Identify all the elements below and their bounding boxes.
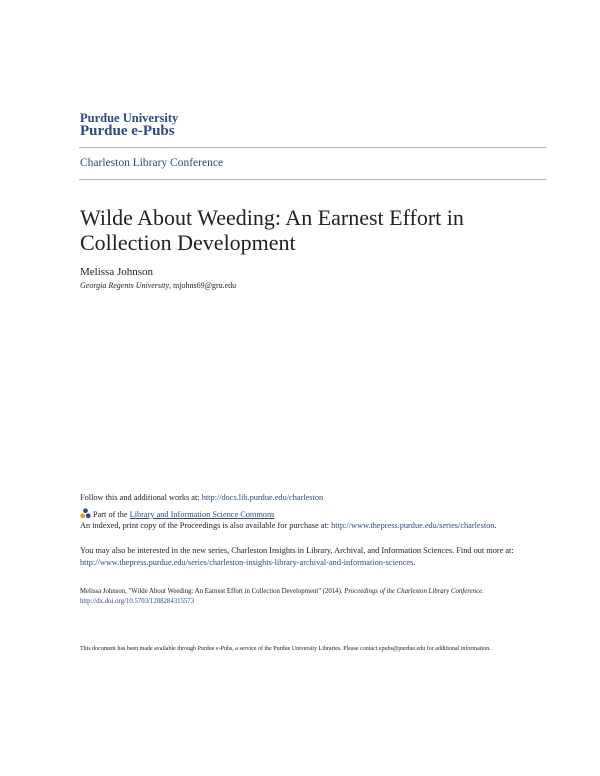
- indexed-end: .: [494, 521, 497, 530]
- author-name: Melissa Johnson: [80, 266, 154, 278]
- proceedings-link[interactable]: http://www.thepress.purdue.edu/series/charleston: [331, 521, 495, 530]
- affiliation-name: Georgia Regents University: [80, 281, 170, 290]
- commons-network-icon: [80, 508, 91, 519]
- follow-line: [80, 492, 520, 504]
- notice-text: This document has been made available through Purdue e-Pubs, a service of the Purdue University Libraries. Please contact epubs@purdue.edu for additional information.: [80, 646, 491, 652]
- follow-text: Follow this and additional works at:: [80, 493, 202, 502]
- citation-block: [80, 587, 520, 607]
- series-link[interactable]: Charleston Library Conference: [80, 157, 224, 169]
- commons-link[interactable]: Library and Information Science Commons: [129, 510, 275, 519]
- also-end: .: [413, 557, 416, 567]
- doi-link[interactable]: http://dx.doi.org/10.5703/1288284315573: [80, 598, 195, 605]
- citation-text: Melissa Johnson, "Wilde About Weeding: An Earnest Effort in Collection Development" (2014).: [80, 588, 345, 595]
- author-email: , mjohns69@gru.edu: [169, 281, 237, 290]
- top-divider: [79, 147, 546, 148]
- paper-title: Wilde About Weeding: An Earnest Effort in Collection Development: [80, 205, 464, 255]
- citation-venue: Proceedings of the Charleston Library Conference.: [344, 588, 484, 595]
- follow-link[interactable]: http://docs.lib.purdue.edu/charleston: [201, 493, 324, 502]
- bottom-divider: [79, 179, 546, 180]
- insights-link[interactable]: http://www.thepress.purdue.edu/series/charleston-insights-library-archival-and-information-sciences: [80, 557, 414, 567]
- also-text: You may also be interested in the new series, Charleston Insights in Library, Archival, and Information Sciences. Find out more at:: [80, 546, 514, 555]
- indexed-text: An indexed, print copy of the Proceedings is also available for purchase at:: [80, 521, 332, 530]
- also-paragraph: [80, 545, 520, 568]
- partof-text: Part of the: [93, 510, 130, 519]
- institution-name: Purdue University: [80, 111, 179, 125]
- indexed-paragraph: [80, 520, 520, 532]
- partof-line: [80, 508, 520, 521]
- repository-name[interactable]: Purdue e-Pubs: [80, 123, 175, 139]
- author-affiliation: [80, 281, 236, 290]
